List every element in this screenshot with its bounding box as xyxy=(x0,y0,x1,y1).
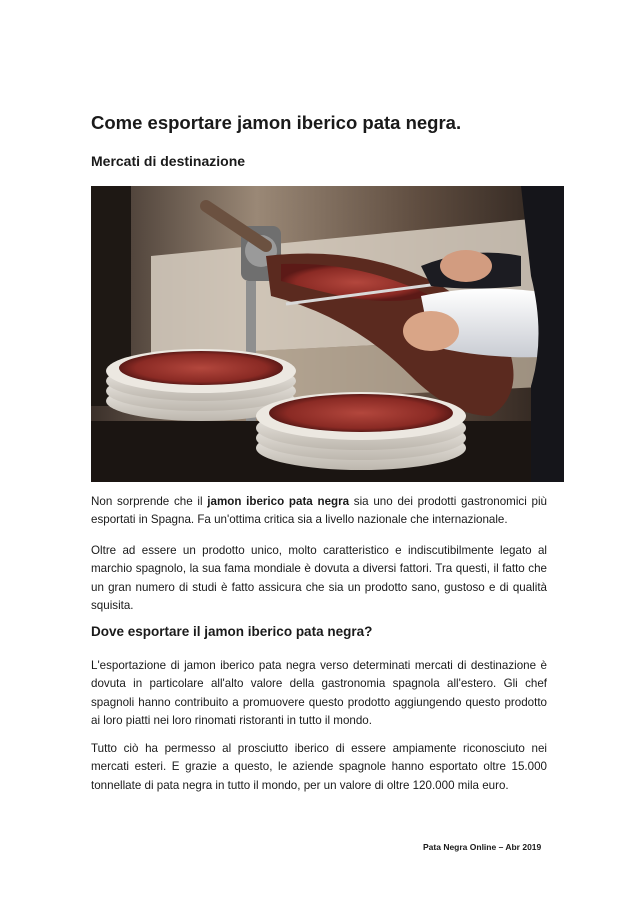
document-subtitle: Mercati di destinazione xyxy=(91,153,246,169)
document-title: Come esportare jamon iberico pata negra. xyxy=(91,112,462,133)
paragraph-fame-text: Oltre ad essere un prodotto unico, molto caratteristico e indiscutibilmente legato al marchio spagnolo, la sua fama mondiale è dovuta a diversi fattori. Tra questi, il fatto che un gran numero di studi è fatto assicura che sia un prodotto sano, gustoso e di qualità squisita. xyxy=(91,544,547,612)
page-footer: Pata Negra Online – Abr 2019 xyxy=(423,842,542,852)
ham-carving-photo xyxy=(91,186,564,482)
paragraph-export xyxy=(91,657,547,730)
paragraph-intro xyxy=(91,493,547,530)
paragraph-intro-start: Non sorprende che il xyxy=(91,495,208,508)
paragraph-export-text: L'esportazione di jamon iberico pata negra verso determinati mercati di destinazione è dovuta in particolare all'alto valore della gastronomia spagnola all'estero. Gli chef spagnoli hanno contribuito a promuovere questo prodotto aggiungendo questo prodotto ai loro piatti nei loro rinomati ristoranti in tutto il mondo. xyxy=(91,659,547,727)
paragraph-recognition-text: Tutto ciò ha permesso al prosciutto iberico di essere ampiamente riconosciuto nei mercati esteri. E grazie a questo, le aziende spagnole hanno esportato oltre 15.000 tonnellate di pata negra in tutto il mondo, per un valore di oltre 120.000 mila euro. xyxy=(91,742,547,792)
paragraph-intro-bold: jamon iberico pata negra xyxy=(207,495,350,508)
paragraph-intro-end: sia uno dei prodotti gastronomici più esportati in Spagna. Fa un'ottima critica sia a livello nazionale che internazionale. xyxy=(91,495,547,527)
paragraph-recognition xyxy=(91,740,547,795)
ham-carving-illustration xyxy=(91,186,564,482)
section-heading-export: Dove esportare il jamon iberico pata negra? xyxy=(91,624,373,639)
paragraph-fame xyxy=(91,542,547,615)
